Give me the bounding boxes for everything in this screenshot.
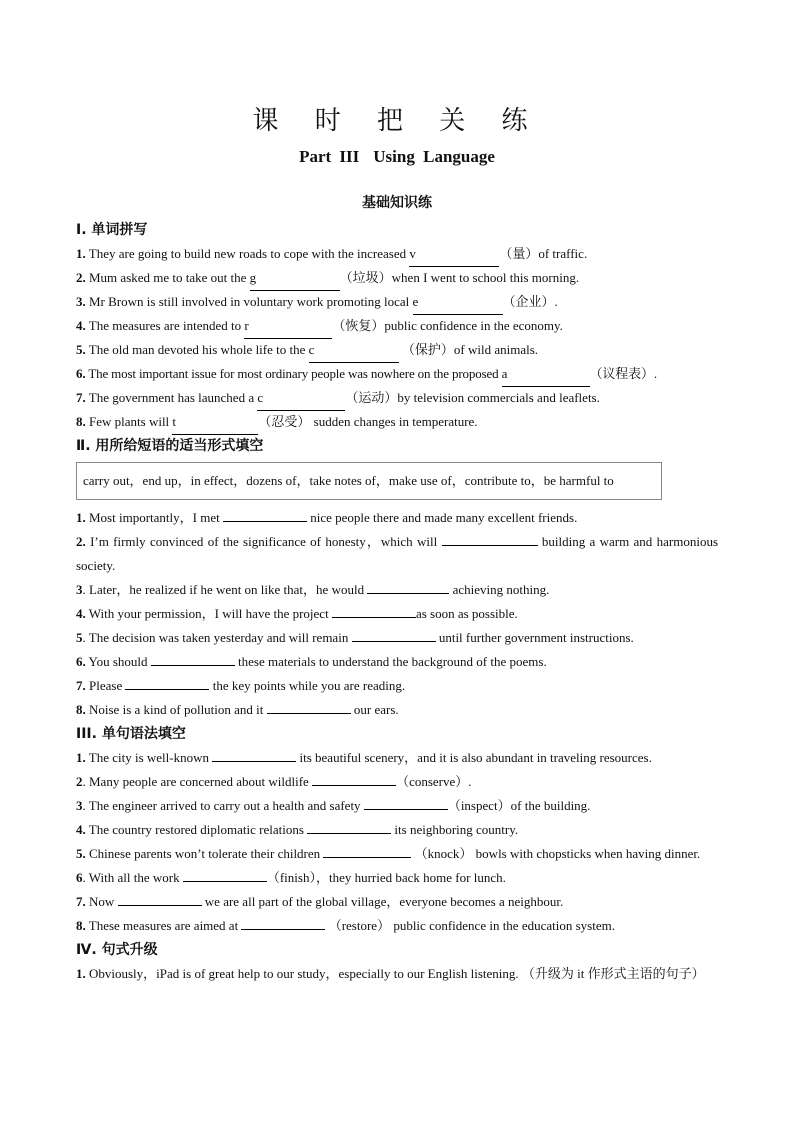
phrase-bank: carry out，end up，in effect，dozens of，take notes of，make use of，contribute to，be harmful to (76, 462, 662, 500)
answer-blank[interactable] (183, 867, 267, 882)
page-title: 课 时 把 关 练 (252, 106, 542, 136)
question: 1. Most importantly，I met nice people there and made many excellent friends. (76, 506, 718, 530)
answer-blank[interactable]: g (250, 266, 340, 291)
question: 4. The measures are intended to r （恢复）public confidence in the economy. (76, 314, 718, 338)
question: 2. Mum asked me to take out the g （垃圾）when I went to school this morning. (76, 266, 718, 290)
answer-blank[interactable] (223, 507, 307, 522)
answer-blank[interactable] (367, 579, 449, 594)
question: 8. These measures are aimed at （restore） public confidence in the education system. (76, 914, 718, 938)
exercise-content (76, 218, 718, 986)
answer-blank[interactable] (312, 771, 396, 786)
question: 3. Later，he realized if he went on like that，he would achieving nothing. (76, 578, 718, 602)
answer-blank[interactable] (323, 843, 411, 858)
answer-blank[interactable] (332, 603, 416, 618)
question: 6. You should these materials to understand the background of the poems. (76, 650, 718, 674)
subtitle-part: Part III (299, 147, 360, 166)
answer-blank[interactable] (118, 891, 202, 906)
question: 1. Obviously，iPad is of great help to our study，especially to our English listening. （升级为 it 作形式主语的句子） (76, 966, 705, 981)
question: 4. The country restored diplomatic relations its neighboring country. (76, 818, 718, 842)
question: 2. I’m firmly convinced of the significance of honesty，which will building a warm and harmonious society. (76, 530, 718, 578)
question: 7. Please the key points while you are reading. (76, 674, 718, 698)
heading-sentence-upgrade: Ⅳ. 句式升级 (76, 942, 158, 958)
question: 4. With your permission，I will have the project as soon as possible. (76, 602, 718, 626)
question: 3. The engineer arrived to carry out a health and safety （inspect）of the building. (76, 794, 718, 818)
question: 6. With all the work （finish），they hurried back home for lunch. (76, 866, 718, 890)
answer-blank[interactable] (267, 699, 351, 714)
heading-grammar-fill: III. 单句语法填空 (76, 726, 186, 742)
question: 7. Now we are all part of the global village，everyone becomes a neighbour. (76, 890, 718, 914)
heading-word-spelling: Ⅰ. 单词拼写 (76, 222, 148, 238)
answer-blank[interactable]: c (309, 338, 399, 363)
question: 2. Many people are concerned about wildlife （conserve）. (76, 770, 718, 794)
question: 7. The government has launched a c （运动）by television commercials and leaflets. (76, 386, 718, 410)
answer-blank[interactable] (241, 915, 325, 930)
answer-blank[interactable] (364, 795, 448, 810)
answer-blank[interactable]: a (502, 362, 590, 387)
answer-blank[interactable]: e (413, 290, 503, 315)
question: 5. The decision was taken yesterday and will remain until further government instructions. (76, 626, 718, 650)
question: 5. The old man devoted his whole life to the c （保护）of wild animals. (76, 338, 718, 362)
section-label: 基础知识练 (362, 195, 432, 211)
heading-phrase-fill: Ⅱ. 用所给短语的适当形式填空 (76, 438, 264, 454)
question: 8. Few plants will t （忍受） sudden changes in temperature. (76, 410, 718, 434)
answer-blank[interactable]: r (244, 314, 332, 339)
answer-blank[interactable] (352, 627, 436, 642)
answer-blank[interactable] (442, 531, 538, 546)
page-subtitle (0, 147, 794, 167)
answer-blank[interactable]: c (257, 386, 345, 411)
answer-blank[interactable] (125, 675, 209, 690)
question: 5. Chinese parents won’t tolerate their children （knock） bowls with chopsticks when having dinner. (76, 842, 718, 866)
answer-blank[interactable] (151, 651, 235, 666)
question: 6. The most important issue for most ordinary people was nowhere on the proposed a （议程表）. (76, 362, 718, 386)
question: 1. The city is well-known its beautiful scenery，and it is also abundant in traveling resources. (76, 746, 718, 770)
answer-blank[interactable] (307, 819, 391, 834)
question: 3. Mr Brown is still involved in voluntary work promoting local e （企业）. (76, 290, 718, 314)
subtitle-topic: Using Language (373, 147, 495, 166)
answer-blank[interactable]: v (409, 242, 499, 267)
answer-blank[interactable]: t (172, 410, 258, 435)
question: 8. Noise is a kind of pollution and it our ears. (76, 698, 718, 722)
question: 1. They are going to build new roads to cope with the increased v （量）of traffic. (76, 242, 718, 266)
answer-blank[interactable] (212, 747, 296, 762)
